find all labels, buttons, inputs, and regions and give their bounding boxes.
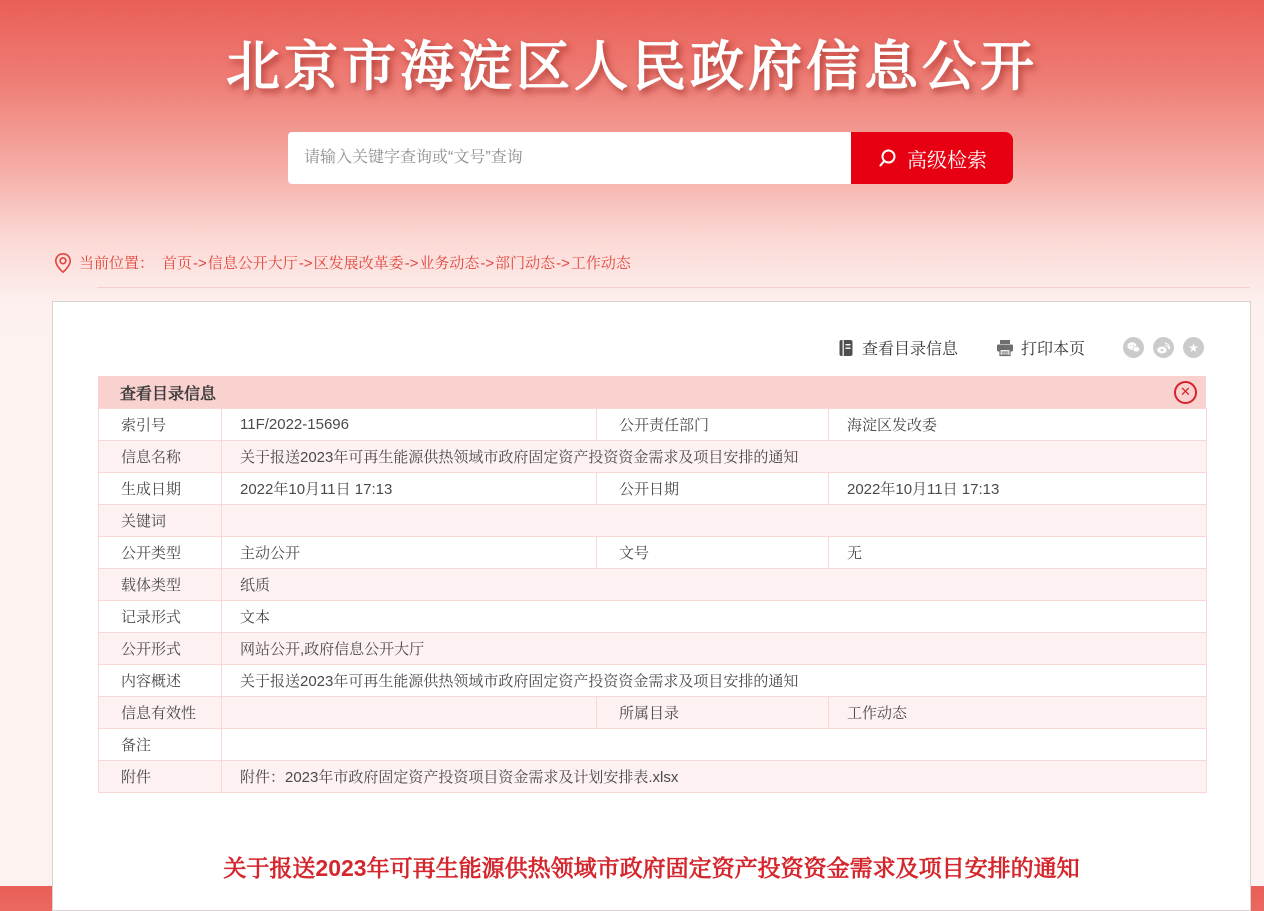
field-label: 内容概述: [99, 665, 222, 697]
field-value: [222, 729, 1207, 761]
breadcrumb-link-info-hall[interactable]: 信息公开大厅: [207, 255, 298, 272]
table-row: [99, 537, 1207, 569]
print-page-button[interactable]: [996, 336, 1085, 359]
breadcrumb-link-business-news[interactable]: 业务动态: [419, 255, 480, 272]
field-label: 公开责任部门: [597, 409, 829, 441]
field-label: 所属目录: [597, 697, 829, 729]
field-label: 生成日期: [99, 473, 222, 505]
print-page-label: 打印本页: [1020, 341, 1085, 358]
field-label: 记录形式: [99, 601, 222, 633]
page-toolbar: [838, 336, 1204, 359]
view-catalog-label: 查看目录信息: [861, 341, 958, 358]
table-row: [99, 473, 1207, 505]
table-row: [99, 697, 1207, 729]
field-label: 公开类型: [99, 537, 222, 569]
printer-icon: [996, 339, 1014, 357]
field-value: 无: [829, 537, 1207, 569]
field-value: 关于报送2023年可再生能源供热领域市政府固定资产投资资金需求及项目安排的通知: [222, 441, 1207, 473]
share-icons: [1123, 337, 1204, 358]
field-label: 信息有效性: [99, 697, 222, 729]
field-label: 附件: [99, 761, 222, 793]
field-value: 文本: [222, 601, 1207, 633]
table-row: [99, 729, 1207, 761]
field-value: 工作动态: [829, 697, 1207, 729]
field-value: 海淀区发改委: [829, 409, 1207, 441]
table-row: [99, 761, 1207, 793]
field-value: [222, 697, 597, 729]
advanced-search-button[interactable]: [851, 132, 1013, 184]
table-row: [99, 569, 1207, 601]
breadcrumb-separator: ->: [193, 255, 207, 272]
breadcrumb-link-home[interactable]: 首页: [162, 255, 193, 272]
breadcrumb-link-work-news[interactable]: 工作动态: [570, 255, 631, 272]
location-pin-icon: [55, 253, 71, 273]
field-value: 纸质: [222, 569, 1207, 601]
table-row: [99, 441, 1207, 473]
close-icon[interactable]: ✕: [1174, 381, 1197, 404]
advanced-search-label: 高级检索: [907, 149, 987, 172]
breadcrumb-separator: ->: [404, 255, 419, 272]
field-value: 2022年10月11日 17:13: [222, 473, 597, 505]
field-label: 备注: [99, 729, 222, 761]
wechat-share-icon[interactable]: [1123, 337, 1144, 358]
content-card: [52, 301, 1251, 911]
field-value: 2022年10月11日 17:13: [829, 473, 1207, 505]
search-bar: [288, 132, 1013, 184]
field-label: 信息名称: [99, 441, 222, 473]
catalog-table: [98, 408, 1207, 793]
field-label: 载体类型: [99, 569, 222, 601]
field-value: 网站公开,政府信息公开大厅: [222, 633, 1207, 665]
breadcrumb: [55, 252, 631, 273]
breadcrumb-separator: ->: [480, 255, 495, 272]
field-label: 文号: [597, 537, 829, 569]
field-value: 主动公开: [222, 537, 597, 569]
weibo-share-icon[interactable]: [1153, 337, 1174, 358]
breadcrumb-separator: ->: [298, 255, 313, 272]
favorite-star-icon[interactable]: ★: [1183, 337, 1204, 358]
document-icon: [838, 339, 855, 357]
breadcrumb-link-department-news[interactable]: 部门动态: [495, 255, 556, 272]
search-icon: [877, 148, 898, 169]
field-label: 公开日期: [597, 473, 829, 505]
catalog-header: [98, 376, 1206, 408]
field-value: 11F/2022-15696: [222, 409, 597, 441]
table-row: [99, 505, 1207, 537]
view-catalog-button[interactable]: [838, 336, 958, 359]
field-value: [222, 505, 1207, 537]
breadcrumb-link-reform-committee[interactable]: 区发展改革委: [313, 255, 404, 272]
field-value: 关于报送2023年可再生能源供热领域市政府固定资产投资资金需求及项目安排的通知: [222, 665, 1207, 697]
field-label: 关键词: [99, 505, 222, 537]
field-label: 公开形式: [99, 633, 222, 665]
breadcrumb-prefix: 当前位置：: [79, 255, 155, 272]
table-row: [99, 409, 1207, 441]
catalog-title: 查看目录信息: [120, 385, 217, 403]
breadcrumb-separator: ->: [556, 255, 570, 272]
search-input[interactable]: [288, 132, 851, 184]
page-title: 北京市海淀区人民政府信息公开: [226, 37, 1038, 97]
table-row: [99, 633, 1207, 665]
breadcrumb-divider: [97, 287, 1250, 288]
article-title: 关于报送2023年可再生能源供热领域市政府固定资产投资资金需求及项目安排的通知: [223, 855, 1080, 881]
table-row: [99, 601, 1207, 633]
field-label: 索引号: [99, 409, 222, 441]
attachment-link[interactable]: 附件：2023年市政府固定资产投资项目资金需求及计划安排表.xlsx: [222, 761, 1207, 793]
table-row: [99, 665, 1207, 697]
